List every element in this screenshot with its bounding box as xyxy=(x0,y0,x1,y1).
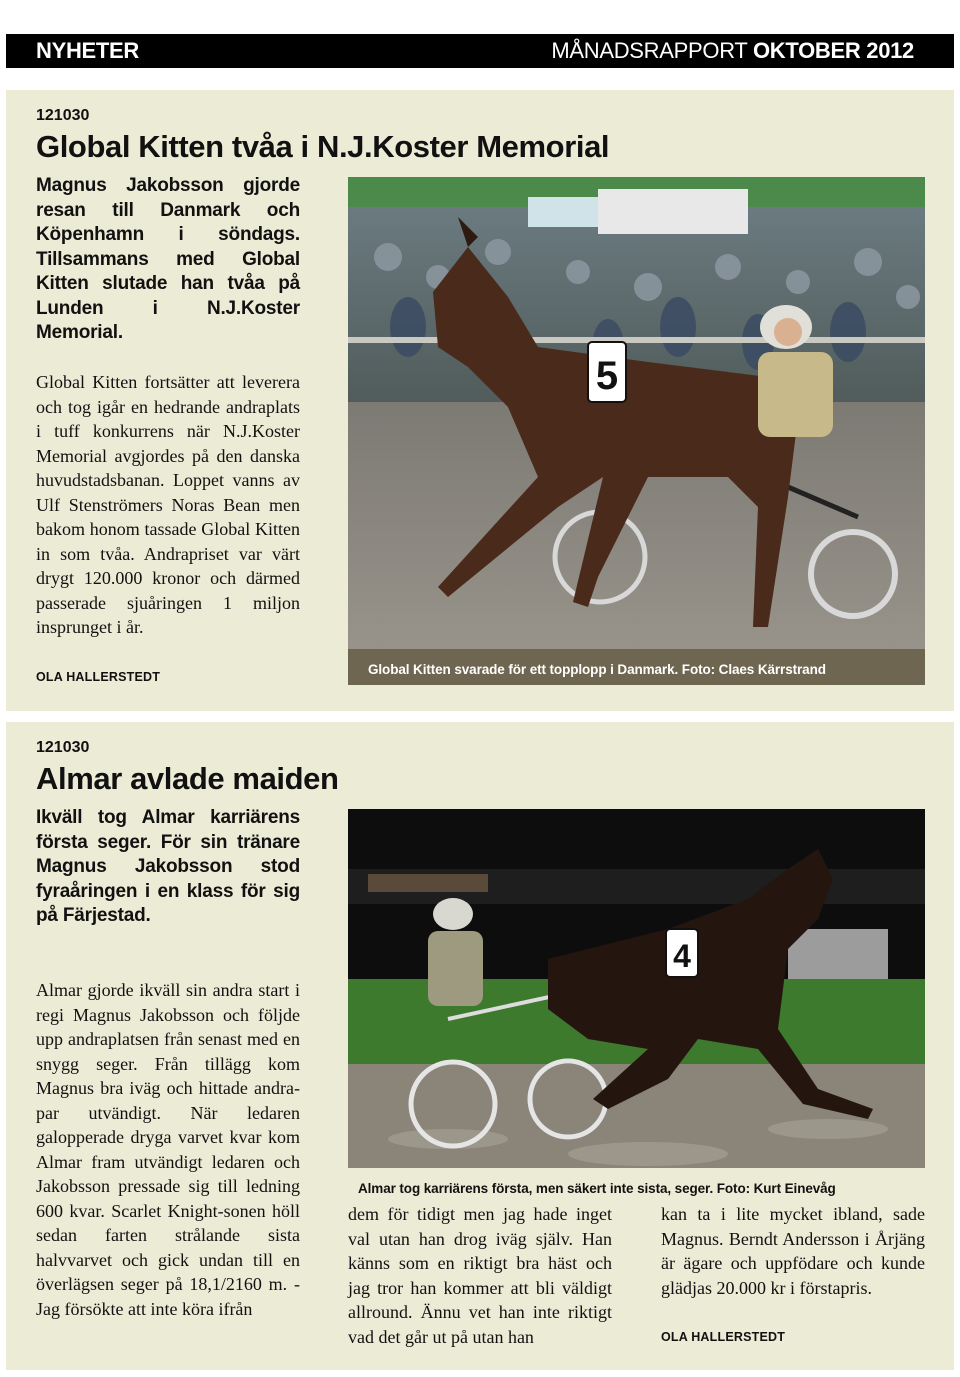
article-headline: Almar avlade maiden xyxy=(36,761,339,796)
saddle-number: 5 xyxy=(595,354,619,398)
article-date: 121030 xyxy=(36,107,90,124)
report-prefix: MÅNADSRAPPORT xyxy=(551,38,753,63)
article-almar xyxy=(6,722,954,1370)
article-body-column-2: dem för tidigt men jag hade inget val utan han drog iväg själv. Han känns som en riktigt bra häst och jag tror han kommer att bli väldigt allround. Ännu vet han inte riktigt vad det går ut på utan han xyxy=(348,1204,612,1347)
photo-caption: Global Kitten svarade för ett topplopp i Danmark. Foto: Claes Kärrstrand xyxy=(348,649,925,685)
article-photo xyxy=(348,809,925,1204)
report-month: OKTOBER 2012 xyxy=(752,38,914,63)
night-race-photo xyxy=(348,809,925,1204)
saddle-number: 4 xyxy=(673,938,691,974)
article-body-column-3: kan ta i lite mycket ibland, sade Magnus. Berndt Andersson i Årjäng är ägare och uppfödare och kunde glädjas 20.000 kr i förstapris. xyxy=(661,1204,925,1298)
article-lead: Ikväll tog Almar karriärens första seger. För sin tränare Magnus Jakobsson stod fyraåringen i en klass för sig på Färjestad. xyxy=(36,807,300,926)
section-label: NYHETER xyxy=(36,38,140,63)
article-lead: Magnus Jakobsson gjorde resan till Danmark och Köpenhamn i söndags. Tillsammans med Global Kitten slutade han tvåa på Lunden i N.J.Koster Memorial. xyxy=(36,175,300,343)
photo-caption: Almar tog karriärens första, men säkert inte sista, seger. Foto: Kurt Einevåg xyxy=(348,1168,925,1204)
trotting-race-photo xyxy=(348,177,925,685)
report-title xyxy=(551,38,914,64)
article-body-column-1: Almar gjorde ikväll sin andra start i regi Magnus Jakobsson och följde upp andraplatsen från senast med en snygg seger. Från tillägg kom Magnus bra iväg och hittade andra-par utvändigt. När ledaren galopperade dryga varvet kvar kom Almar fram utvändigt ledaren och Jakobsson pressade sig till ledning 600 kvar. Scarlet Knight-sonen höll sedan farten strålande sista halvvarvet och gick undan till en överlägsen seger på 18,1/2160 m. - Jag försökte att inte köra ifrån xyxy=(36,980,300,1319)
article-byline: OLA HALLERSTEDT xyxy=(661,1330,786,1344)
article-photo xyxy=(348,177,925,685)
article-global-kitten xyxy=(6,90,954,711)
article-body: Global Kitten fortsätter att leverera och tog igår en hedrande andraplats i tuff konkurrens när N.J.Koster Memorial avgjordes på den danska huvudstadsbanan. Loppet vanns av Ulf Stenströmers Noras Bean men bakom honom tassade Global Kitten in som tvåa. Andrapriset var värt drygt 120.000 kronor och därmed passerade sjuåringen 1 miljon insprunget i år. xyxy=(36,372,300,637)
article-date: 121030 xyxy=(36,739,90,756)
article-byline: OLA HALLERSTEDT xyxy=(36,670,161,684)
article-headline: Global Kitten tvåa i N.J.Koster Memorial xyxy=(36,129,610,164)
section-header-bar xyxy=(6,34,954,68)
